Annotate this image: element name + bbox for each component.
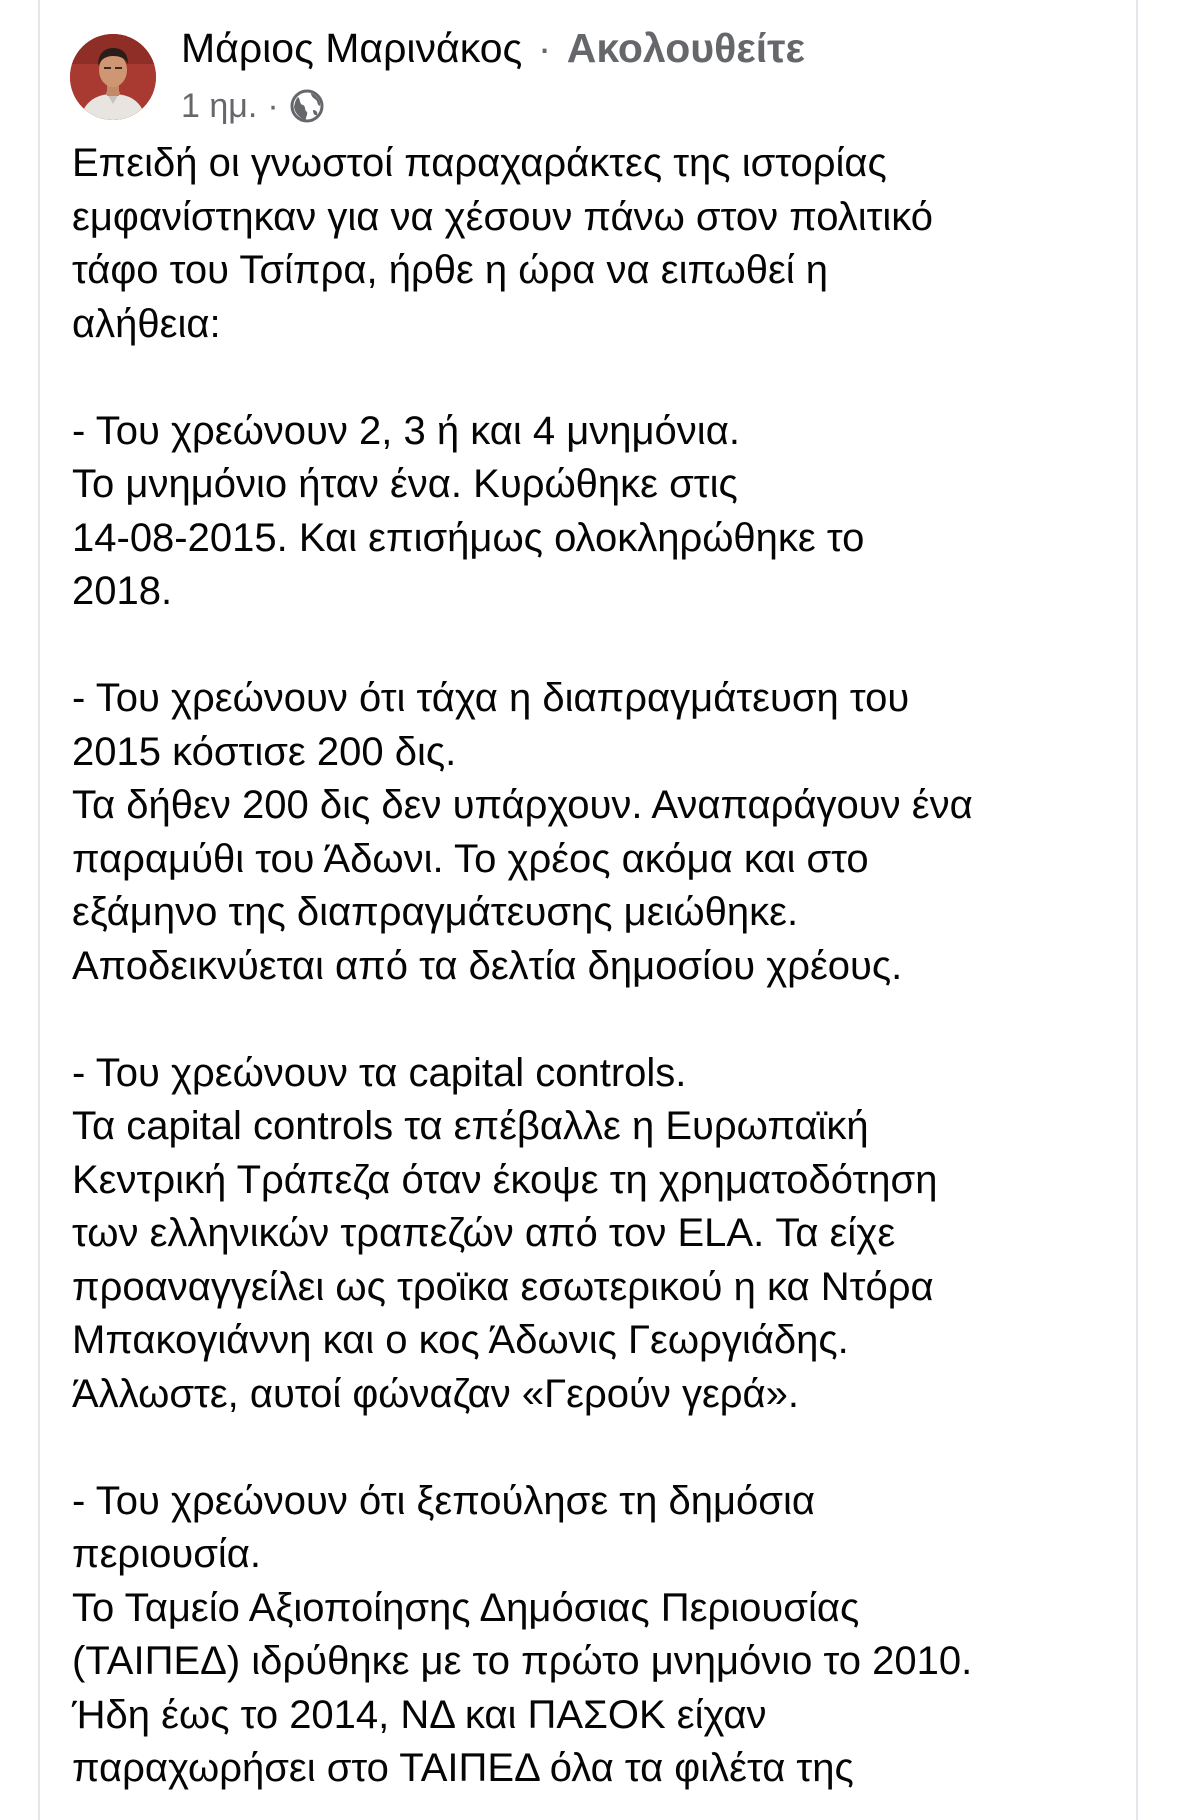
post-timestamp[interactable]: 1 ημ. — [181, 86, 258, 125]
post-text-line: παραχωρήσει στο ΤΑΙΠΕΔ όλα τα φιλέτα της — [72, 1746, 854, 1790]
post-body — [72, 137, 1132, 1796]
post-text-line: - Του χρεώνουν 2, 3 ή και 4 μνημόνια. — [72, 408, 740, 453]
post-paragraph — [72, 1475, 1132, 1796]
post-text-line: Τα δήθεν 200 δις δεν υπάρχουν. Αναπαράγουν ένα — [72, 783, 973, 827]
post-text-line: Το μνημόνιο ήταν ένα. Κυρώθηκε στις — [72, 462, 738, 506]
post-text-line: Επειδή οι γνωστοί παραχαράκτες της ιστορίας — [72, 141, 887, 185]
post-paragraph — [72, 672, 1132, 993]
globe-icon[interactable] — [289, 88, 325, 124]
post-text-line: - Του χρεώνουν ότι τάχα η διαπραγμάτευση του — [72, 676, 910, 720]
paragraph-spacer — [72, 993, 1132, 1047]
author-line — [181, 20, 1121, 76]
post-text-line: εμφανίστηκαν για να χέσουν πάνω στον πολιτικό — [72, 194, 934, 239]
avatar-photo — [70, 34, 156, 120]
post-paragraph — [72, 1047, 1132, 1422]
author-name[interactable]: Μάριος Μαρινάκος — [181, 25, 523, 71]
header-separator: · — [537, 25, 552, 71]
feed-border-left — [38, 0, 40, 1820]
post-header — [181, 20, 1121, 76]
post-meta — [181, 84, 325, 128]
post-text-line: Κεντρική Τράπεζα όταν έκοψε τη χρηματοδότηση — [72, 1157, 938, 1202]
post-paragraph — [72, 137, 1132, 351]
post-text-line: (ΤΑΙΠΕΔ) ιδρύθηκε με το πρώτο μνημόνιο το 2010. — [72, 1639, 973, 1683]
post-text-line: τάφο του Τσίπρα, ήρθε η ώρα να ειπωθεί η — [72, 248, 829, 292]
post-text-line: Μπακογιάννη και ο κος Άδωνις Γεωργιάδης. — [72, 1318, 849, 1362]
follow-button[interactable]: Ακολουθείτε — [566, 25, 805, 71]
post-text-line: Το Ταμείο Αξιοποίησης Δημόσιας Περιουσίας — [72, 1585, 860, 1630]
post-text-line: Ήδη έως το 2014, ΝΔ και ΠΑΣΟΚ είχαν — [72, 1692, 767, 1737]
post-text-line: Άλλωστε, αυτοί φώναζαν «Γερούν γερά». — [72, 1371, 800, 1416]
post-text-line: προαναγγείλει ως τροϊκα εσωτερικού η κα Ντόρα — [72, 1264, 934, 1309]
post-text-line: των ελληνικών τραπεζών από τον ELA. Τα είχε — [72, 1211, 896, 1255]
paragraph-spacer — [72, 351, 1132, 405]
post-text-line: αλήθεια: — [72, 301, 221, 346]
author-avatar[interactable] — [70, 34, 156, 120]
post-text-line: 14-08-2015. Και επισήμως ολοκληρώθηκε το — [72, 515, 865, 560]
feed-border-right — [1136, 0, 1138, 1820]
post-text-line: Αποδεικνύεται από τα δελτία δημοσίου χρέους. — [72, 943, 903, 988]
post-paragraph — [72, 405, 1132, 619]
post-text-line: 2015 κόστισε 200 δις. — [72, 729, 457, 774]
meta-separator: · — [267, 86, 279, 125]
post-text-line: 2018. — [72, 569, 173, 613]
post-text-line: εξάμηνο της διαπραγμάτευσης μειώθηκε. — [72, 890, 799, 934]
post-text-line: - Του χρεώνουν τα capital controls. — [72, 1050, 687, 1095]
paragraph-spacer — [72, 619, 1132, 673]
post-text-line: - Του χρεώνουν ότι ξεπούλησε τη δημόσια — [72, 1478, 815, 1523]
post-text-line: Τα capital controls τα επέβαλλε η Ευρωπαϊκή — [72, 1104, 869, 1148]
paragraph-spacer — [72, 1421, 1132, 1475]
post-text-line: περιουσία. — [72, 1532, 262, 1576]
post-text-line: παραμύθι του Άδωνι. Το χρέος ακόμα και στο — [72, 836, 869, 881]
